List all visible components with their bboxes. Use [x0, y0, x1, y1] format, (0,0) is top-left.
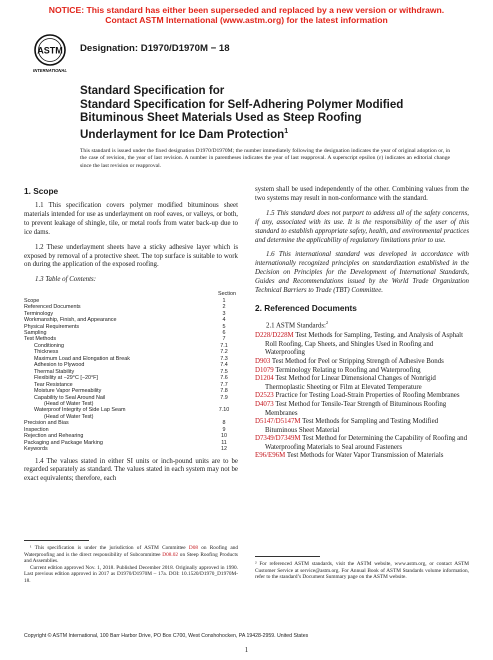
reference-title: Test Methods for Sampling, Testing, and Analysis of Asphalt Roll Roofing, Cap Sheets, and Shingles Used in Roofing and Waterproofing — [265, 332, 463, 357]
astm-logo-icon — [30, 32, 70, 74]
designation: Designation: D1970/D1970M − 18 — [80, 43, 230, 54]
toc-section-number: 10 — [221, 433, 227, 440]
toc-section-number: 9 — [222, 426, 226, 433]
footnote-2: ² For referenced ASTM standards, visit the ASTM website, www.astm.org, or contact ASTM Customer Service at service@astm.org. For Annual Book of ASTM Standards volume information, refer to the standard’s Document Summary page on the ASTM website. — [255, 561, 469, 581]
para-1-1: 1.1 This specification covers polymer modified bituminous sheet materials intended for use as underlayment on roof eaves, or valleys, or both, to prevent leakage of shingle, tile, or metal roofs from water back-up due to ice dams. — [24, 202, 238, 236]
reference-code-link[interactable]: E96/E96M — [255, 452, 286, 460]
toc-section-header: Section — [218, 291, 236, 298]
toc-section-number: 12 — [221, 446, 227, 453]
toc-section-number: 5 — [222, 323, 226, 330]
left-column — [24, 179, 238, 490]
toc-section-number: 8 — [222, 420, 226, 427]
reference-code-link[interactable]: D2523 — [255, 392, 274, 400]
svg-text:INTERNATIONAL: INTERNATIONAL — [33, 68, 67, 73]
reference-code-link[interactable]: D5147/D5147M — [255, 418, 301, 426]
svg-text:ASTM: ASTM — [37, 45, 63, 56]
toc-section-number: 7.2 — [220, 349, 228, 356]
toc-section-number: 6 — [222, 329, 226, 336]
toc-title: Referenced Documents — [24, 304, 81, 311]
reference-title: Test Method for Determining the Capability of Roofing and Waterproofing Materials to Seal around Fasteners — [265, 435, 468, 451]
para-1-4-continued: system shall be used independently of the other. Combining values from the two systems may result in non-conformance with the standard. — [255, 186, 469, 202]
toc-section-number: 7.1 — [220, 342, 228, 349]
scope-heading: 1. Scope — [24, 186, 59, 196]
page-number: 1 — [244, 646, 249, 654]
toc-title: Packaging and Package Marking — [24, 439, 103, 446]
toc-title: Terminology — [24, 310, 54, 317]
toc-title: Thermal Stability — [34, 368, 75, 375]
toc-title: Precision and Bias — [24, 420, 69, 427]
reference-code-link[interactable]: D4073 — [255, 400, 274, 408]
reference-item — [255, 332, 469, 358]
toc-title: (Head of Water Test) — [44, 400, 94, 407]
document-title — [80, 84, 430, 141]
reference-title: Test Method for Linear Dimensional Changes of Nonrigid Thermoplastic Sheeting or Film at Elevated Temperature — [265, 375, 436, 391]
toc-section-number: 2 — [222, 304, 226, 311]
toc-title: Capability to Seal Around Nail — [34, 394, 106, 401]
reference-item — [255, 401, 469, 418]
reference-item — [255, 358, 469, 367]
toc-section-number: 3 — [222, 310, 226, 317]
toc-title: Maximum Load and Elongation at Break — [34, 355, 130, 362]
reference-item — [255, 367, 469, 376]
toc-section-number: 7.3 — [220, 355, 228, 362]
reference-item — [255, 435, 469, 452]
toc-title: Scope — [24, 297, 40, 304]
para-1-3: 1.3 Table of Contents: — [35, 276, 96, 284]
footnote-rule-left — [24, 540, 89, 541]
toc-section-number: 7.6 — [220, 375, 228, 382]
toc-title: Waterproof Integrity of Side Lap Seam — [34, 407, 126, 414]
reference-code-link[interactable]: D903 — [255, 357, 271, 365]
toc-section-number: 4 — [222, 317, 226, 324]
reference-code-link[interactable]: D1204 — [255, 375, 274, 383]
toc-section-number: 7.8 — [220, 388, 228, 395]
notice-line-2: Contact ASTM International (www.astm.org) for the latest information — [105, 15, 388, 25]
para-1-5: 1.5 This standard does not purport to address all of the safety concerns, if any, associated with its use. It is the responsibility of the user of this standard to establish appropriate safety, health, and environmental practices and determine the applicability of regulatory limitations prior to use. — [255, 209, 469, 244]
toc-section-number: 7.5 — [220, 368, 228, 375]
footnote-1: ¹ This specification is under the jurisdiction of ASTM Committee D08 on Roofing and Waterproofing and is the direct responsibility of Subcommittee D08.02 on Steep Roofing Products and Assemblies. Current edition approved Nov. 1, 2018. Published December 2018. Originally approved in 1990. Last previous edition approved in 2017 as D1970/D1970M – 17a. DOI: 10.1520/D1970_D1970M-18. — [24, 545, 239, 584]
reference-item — [255, 452, 469, 461]
para-1-6: 1.6 This international standard was developed in accordance with internationally recognized principles on standardization established in the Decision on Principles for the Development of International Standards, Guides and Recommendations issued by the World Trade Organization Technical Barriers to Trade (TBT) Committee. — [255, 251, 469, 295]
toc-title: Flexibility at −29°C [−20°F] — [34, 375, 98, 382]
issued-note: This standard is issued under the fixed designation D1970/D1970M; the number immediately following the designation indicates the year of original adoption or, in the case of revision, the year of last revision. A number in parentheses indicates the year of last reapproval. A superscript epsilon (ε) indicates an editorial change since the last revision or reapproval. — [80, 148, 450, 169]
reference-list — [255, 332, 469, 461]
toc-title: Conditioning — [34, 342, 64, 349]
toc-title: Sampling — [24, 329, 47, 336]
copyright-footer: Copyright © ASTM International, 100 Barr Harbor Drive, PO Box C700, West Conshohocken, PA 19428-2959. United States — [24, 633, 309, 639]
toc-title: Thickness — [34, 349, 59, 356]
toc-title: Test Methods — [24, 336, 57, 343]
footnote-rule-right — [255, 556, 320, 557]
reference-item — [255, 418, 469, 435]
toc-section-number: 7 — [222, 336, 226, 343]
toc-title: Tear Resistance — [34, 381, 73, 388]
reference-title: Test Methods for Water Vapor Transmission of Materials — [285, 452, 444, 460]
reference-item — [255, 392, 469, 401]
document-title-text: Standard Specification for Self-Adhering Polymer Modified Bituminous Sheet Materials Used as Steep Roofing Underlayment for Ice Dam Protection — [80, 97, 404, 141]
toc-title: Moisture Vapor Permeability — [34, 388, 102, 395]
toc-row — [24, 446, 238, 452]
toc-title: Physical Requirements — [24, 323, 80, 330]
reference-item — [255, 375, 469, 392]
notice-line-1: NOTICE: This standard has either been superseded and replaced by a new version or withdrawn. — [48, 5, 445, 15]
reference-title: Practice for Testing Load-Strain Properties of Roofing Membranes — [273, 392, 460, 400]
toc-title: Workmanship, Finish, and Appearance — [24, 317, 117, 324]
toc-section-number: 7.10 — [218, 407, 230, 414]
title-footnote-marker: 1 — [284, 127, 289, 135]
reference-title: Terminology Relating to Roofing and Waterproofing — [273, 366, 421, 374]
toc-title: Keywords — [24, 446, 48, 453]
reference-code-link[interactable]: D1079 — [255, 366, 274, 374]
reference-title: Test Method for Peel or Stripping Strength of Adhesive Bonds — [270, 357, 444, 365]
supersession-notice — [0, 5, 493, 25]
toc-section-number: 7.7 — [220, 381, 228, 388]
astm-standards-subheading: 2.1 ASTM Standards:$^2$ — [266, 319, 329, 330]
toc-title: Adhesion to Plywood — [34, 362, 85, 369]
references-heading: 2. Referenced Documents — [255, 302, 357, 313]
reference-code-link[interactable]: D7349/D7349M — [255, 435, 301, 443]
right-column — [255, 179, 469, 461]
toc-title: (Head of Water Test) — [44, 413, 94, 420]
toc-section-number: 7.9 — [220, 394, 228, 401]
reference-title: Test Method for Tensile-Tear Strength of Bituminous Roofing Membranes — [265, 400, 447, 417]
reference-title: Test Methods for Sampling and Testing Modified Bituminous Sheet Material — [265, 418, 439, 434]
table-of-contents — [24, 291, 238, 452]
reference-code-link[interactable]: D228/D228M — [255, 332, 294, 340]
toc-title: Rejection and Rehearing — [24, 433, 84, 440]
document-title-kicker: Standard Specification for — [80, 84, 225, 97]
toc-title: Inspection — [24, 426, 49, 433]
toc-section-number: 1 — [222, 297, 226, 304]
para-1-4: 1.4 The values stated in either SI units or inch-pound units are to be regarded separately as standard. The values stated in each system may not be exact equivalents; therefore, each — [24, 457, 238, 483]
para-1-2: 1.2 These underlayment sheets have a sticky adhesive layer which is exposed by removal of a protective sheet. The top surface is suitable to work on during the application of the exposed roofing. — [24, 243, 238, 269]
toc-section-number: 7.4 — [220, 362, 228, 369]
toc-section-number: 11 — [221, 439, 227, 446]
